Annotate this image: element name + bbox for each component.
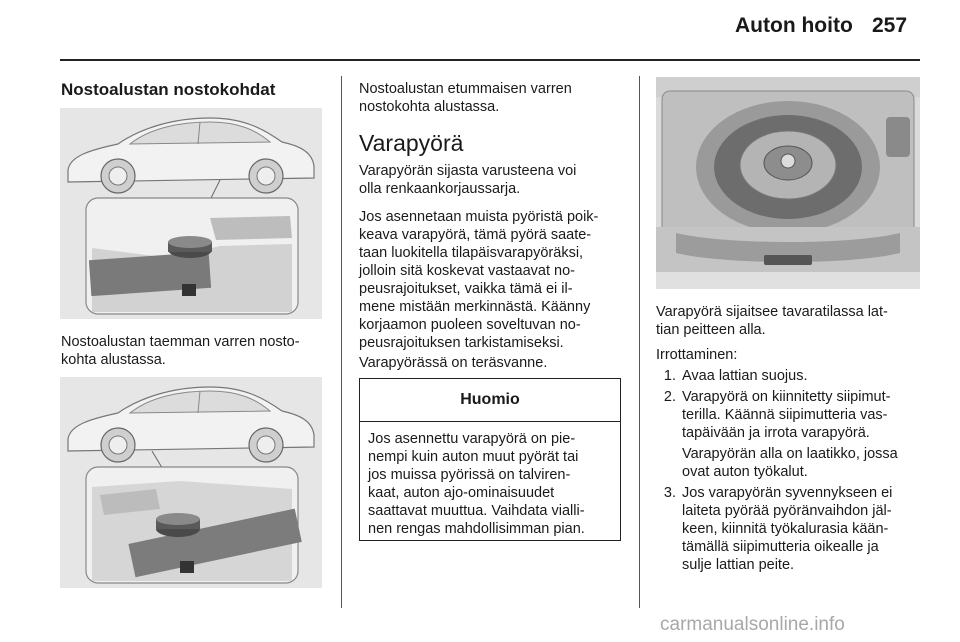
text-line: Jos varapyörän syvennykseen ei [682,485,893,501]
paragraph-steel-rim: Varapyörässä on teräsvanne. [359,355,548,371]
caption-line: kohta alustassa. [61,352,166,368]
text-line: keava varapyörä, tämä pyörä saate- [359,227,592,243]
text-line: terilla. Käännä siipimutteria vas- [682,407,888,423]
text-line: Varapyörän sijasta varusteena voi [359,163,577,179]
text-line: jolloin sitä koskevat vastaavat no- [359,263,575,279]
caption-rear-lift-point [61,333,331,369]
intro-paragraph [359,80,629,116]
section-title: Nostoalustan nostokohdat [61,80,276,99]
paragraph-spare-wheel-option [359,162,634,198]
text-line: ovat auton työkalut. [682,464,808,480]
notice-heading: Huomio [360,379,620,422]
text-line: olla renkaankorjaussarja. [359,181,521,197]
text-line: peusrajoitukset, vaikka tämä ei il- [359,281,573,297]
column-divider-1 [341,76,342,608]
text-line: laiteta pyörää pyöränvaihdon jäl- [682,503,892,519]
list-item [656,367,922,385]
text-line: tämällä siipimutteria oikealle ja [682,539,879,555]
watermark: carmanualsonline.info [660,614,845,635]
list-item [656,484,922,574]
paragraph-temporary-spare [359,208,634,352]
text-line: Varapyörä sijaitsee tavaratilassa lat- [656,304,888,320]
removal-steps [656,367,922,577]
removal-intro: Irrottaminen: [656,347,738,363]
page-number: 257 [872,14,908,37]
step-number: 2. [663,389,676,405]
step-text [682,484,922,574]
step-text [682,388,922,481]
page-header-title: Auton hoito [735,14,853,37]
text-line: sulje lattian peite. [682,557,795,573]
text-line: nempi kuin auton muut pyörät tai [368,449,579,465]
text-line: Varapyörän alla on laatikko, jossa [682,446,898,462]
notice-body [360,422,620,538]
text-line: Varapyörä on kiinnitetty siipimut- [682,389,891,405]
column-divider-2 [639,76,640,608]
text-line: kaat, auton ajo-ominaisuudet [368,485,555,501]
figure-front-lift-point [60,377,322,588]
text-line: jos muissa pyörissä on talviren- [368,467,571,483]
text-line: Jos asennettu varapyörä on pie- [368,431,576,447]
step-note [682,445,922,481]
subheading-spare-wheel: Varapyörä [359,130,464,156]
text-line: tapäivään ja irrota varapyörä. [682,425,870,441]
notice-box [359,378,621,541]
list-item [656,388,922,481]
text-line: Jos asennetaan muista pyöristä poik- [359,209,599,225]
caption-line: Nostoalustan taemman varren nosto- [61,334,300,350]
figure-spare-wheel-trunk [656,77,920,289]
text-line: nostokohta alustassa. [359,99,500,115]
text-line: Nostoalustan etummaisen varren [359,81,572,97]
paragraph-spare-location [656,303,926,339]
text-line: saattavat muuttua. Vaihdata vialli- [368,503,585,519]
text-line: keen, kiinnitä työkalurasia kään- [682,521,889,537]
text-line: Avaa lattian suojus. [682,368,808,384]
text-line: mene mistään merkinnästä. Käänny [359,299,591,315]
step-number: 1. [663,368,676,384]
step-number: 3. [663,485,676,501]
header-rule [60,59,920,61]
step-text [682,367,922,385]
text-line: tian peitteen alla. [656,322,766,338]
text-line: taan luokitella tilapäisvarapyöräksi, [359,245,584,261]
figure-rear-lift-point [60,108,322,319]
text-line: korjaamon puoleen soveltuvan no- [359,317,581,333]
text-line: peusrajoituksen tarkistamiseksi. [359,335,564,351]
text-line: nen rengas mahdollisimman pian. [368,521,585,537]
